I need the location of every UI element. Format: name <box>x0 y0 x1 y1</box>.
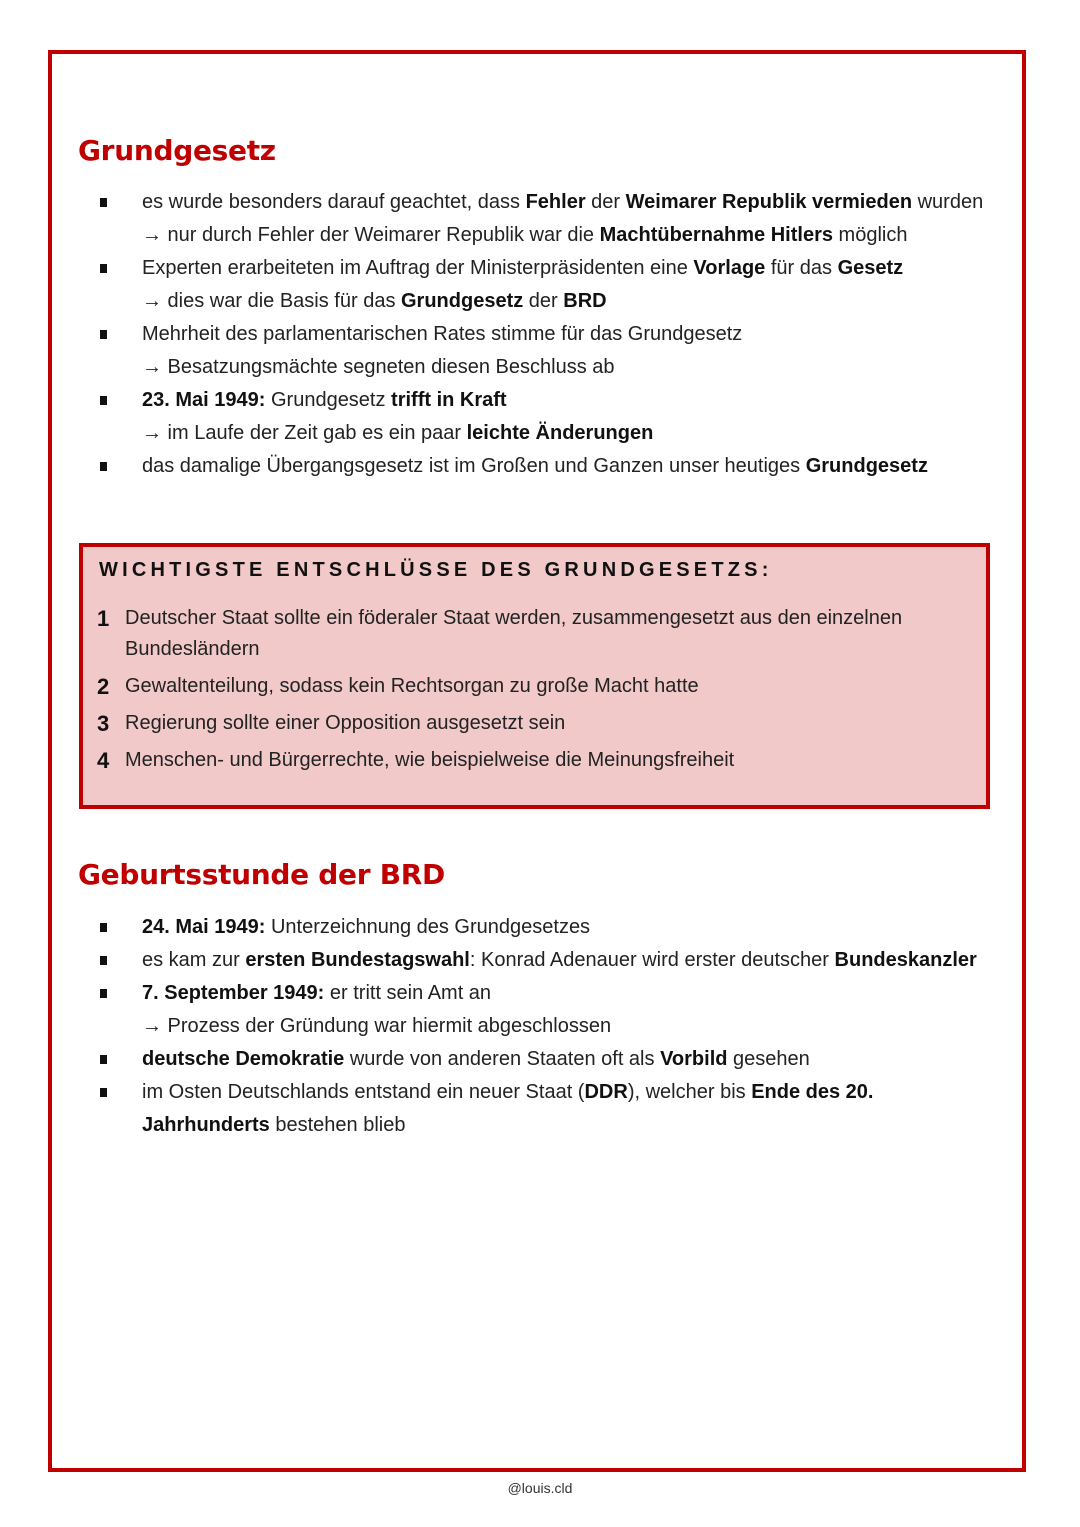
text: Prozess der Gründung war hiermit abgeschlossen <box>162 1015 612 1037</box>
text: im Osten Deutschlands entstand ein neuer Staat ( <box>142 1081 585 1103</box>
bold-text: Machtübernahme Hitlers <box>599 224 833 246</box>
decision-item <box>97 708 977 739</box>
bold-text: Fehler <box>525 191 586 213</box>
decision-item <box>97 745 977 776</box>
list-item <box>100 1076 1000 1142</box>
sub-line <box>142 417 1000 450</box>
list-item <box>100 318 1000 384</box>
list-item <box>100 1043 1000 1076</box>
key-decisions-box <box>79 543 990 809</box>
bold-date: 23. Mai 1949: <box>142 389 266 411</box>
text: Grundgesetz <box>265 389 392 411</box>
bold-text: Weimarer Republik vermieden <box>625 191 913 213</box>
bold-text: Ende des 20. Jahrhunderts <box>142 1081 874 1136</box>
list-item <box>100 186 1000 252</box>
sub-line <box>142 285 1000 318</box>
text: gesehen <box>727 1048 810 1070</box>
text: wurde von anderen Staaten oft als <box>344 1048 661 1070</box>
decision-text: Menschen- und Bürgerrechte, wie beispielweise die Meinungsfreiheit <box>125 749 735 771</box>
item-number: 3 <box>97 711 110 736</box>
list-item <box>100 911 1000 944</box>
bullet-icon <box>100 462 107 471</box>
decision-item <box>97 603 977 665</box>
decisions-list <box>97 603 977 782</box>
bold-text: Vorbild <box>660 1048 728 1070</box>
arrow-icon: → <box>142 224 162 246</box>
section-title-geburtsstunde: Geburtsstunde der BRD <box>78 858 445 891</box>
decision-item <box>97 671 977 702</box>
text: Experten erarbeiteten im Auftrag der Ministerpräsidenten eine <box>142 257 694 279</box>
text: nur durch Fehler der Weimarer Republik war die <box>162 224 600 246</box>
grundgesetz-list <box>100 186 1000 483</box>
bold-text: leichte Änderungen <box>466 422 654 444</box>
text: Besatzungsmächte segneten diesen Beschluss ab <box>162 356 615 378</box>
bullet-icon <box>100 264 107 273</box>
bold-text: Vorlage <box>693 257 766 279</box>
sub-line <box>142 351 1000 384</box>
list-item <box>100 252 1000 318</box>
footer-handle: @louis.cld <box>507 1480 573 1496</box>
bold-text: Grundgesetz <box>805 455 928 477</box>
list-item <box>100 977 1000 1043</box>
geburtsstunde-list <box>100 911 1000 1142</box>
text: der <box>585 191 626 213</box>
item-number: 2 <box>97 674 110 699</box>
arrow-icon: → <box>142 1015 162 1037</box>
bold-text: BRD <box>563 290 607 312</box>
list-item <box>100 944 1000 977</box>
text: er tritt sein Amt an <box>324 982 492 1004</box>
text: dies war die Basis für das <box>162 290 401 312</box>
decision-text: Deutscher Staat sollte ein föderaler Staat werden, zusammengesetzt aus den einzelnen Bundesländern <box>125 607 903 660</box>
text: Mehrheit des parlamentarischen Rates stimme für das Grundgesetz <box>142 323 743 345</box>
text: wurden <box>912 191 984 213</box>
bold-text: trifft in Kraft <box>391 389 507 411</box>
bullet-icon <box>100 989 107 998</box>
box-title: WICHTIGSTE ENTSCHLÜSSE DES GRUNDGESETZS: <box>99 559 773 581</box>
text: das damalige Übergangsgesetz ist im Großen und Ganzen unser heutiges <box>142 455 806 477</box>
text: für das <box>765 257 838 279</box>
bold-text: DDR <box>584 1081 628 1103</box>
bold-text: Gesetz <box>837 257 904 279</box>
text: im Laufe der Zeit gab es ein paar <box>162 422 467 444</box>
bold-text: deutsche Demokratie <box>142 1048 345 1070</box>
list-item <box>100 384 1000 450</box>
bullet-icon <box>100 330 107 339</box>
arrow-icon: → <box>142 356 162 378</box>
text: möglich <box>832 224 908 246</box>
bold-text: ersten Bundestagswahl <box>245 949 470 971</box>
section-title-grundgesetz: Grundgesetz <box>78 134 276 167</box>
bullet-icon <box>100 923 107 932</box>
decision-text: Regierung sollte einer Opposition ausgesetzt sein <box>125 712 566 734</box>
item-number: 4 <box>97 748 110 773</box>
text: es wurde besonders darauf geachtet, dass <box>142 191 526 213</box>
text: : Konrad Adenauer wird erster deutscher <box>469 949 835 971</box>
bullet-icon <box>100 198 107 207</box>
bullet-icon <box>100 1088 107 1097</box>
sub-line <box>142 1010 1000 1043</box>
text: ), welcher bis <box>627 1081 752 1103</box>
text: der <box>523 290 564 312</box>
bold-text: Grundgesetz <box>401 290 524 312</box>
arrow-icon: → <box>142 290 162 312</box>
text: es kam zur <box>142 949 246 971</box>
bullet-icon <box>100 956 107 965</box>
text: Unterzeichnung des Grundgesetzes <box>265 916 591 938</box>
bullet-icon <box>100 396 107 405</box>
bold-date: 7. September 1949: <box>142 982 325 1004</box>
bullet-icon <box>100 1055 107 1064</box>
bold-date: 24. Mai 1949: <box>142 916 266 938</box>
decision-text: Gewaltenteilung, sodass kein Rechtsorgan zu große Macht hatte <box>125 675 699 697</box>
text: bestehen blieb <box>269 1114 406 1136</box>
item-number: 1 <box>97 606 110 631</box>
bold-text: Bundeskanzler <box>834 949 977 971</box>
arrow-icon: → <box>142 422 162 444</box>
list-item <box>100 450 1000 483</box>
sub-line <box>142 219 1000 252</box>
